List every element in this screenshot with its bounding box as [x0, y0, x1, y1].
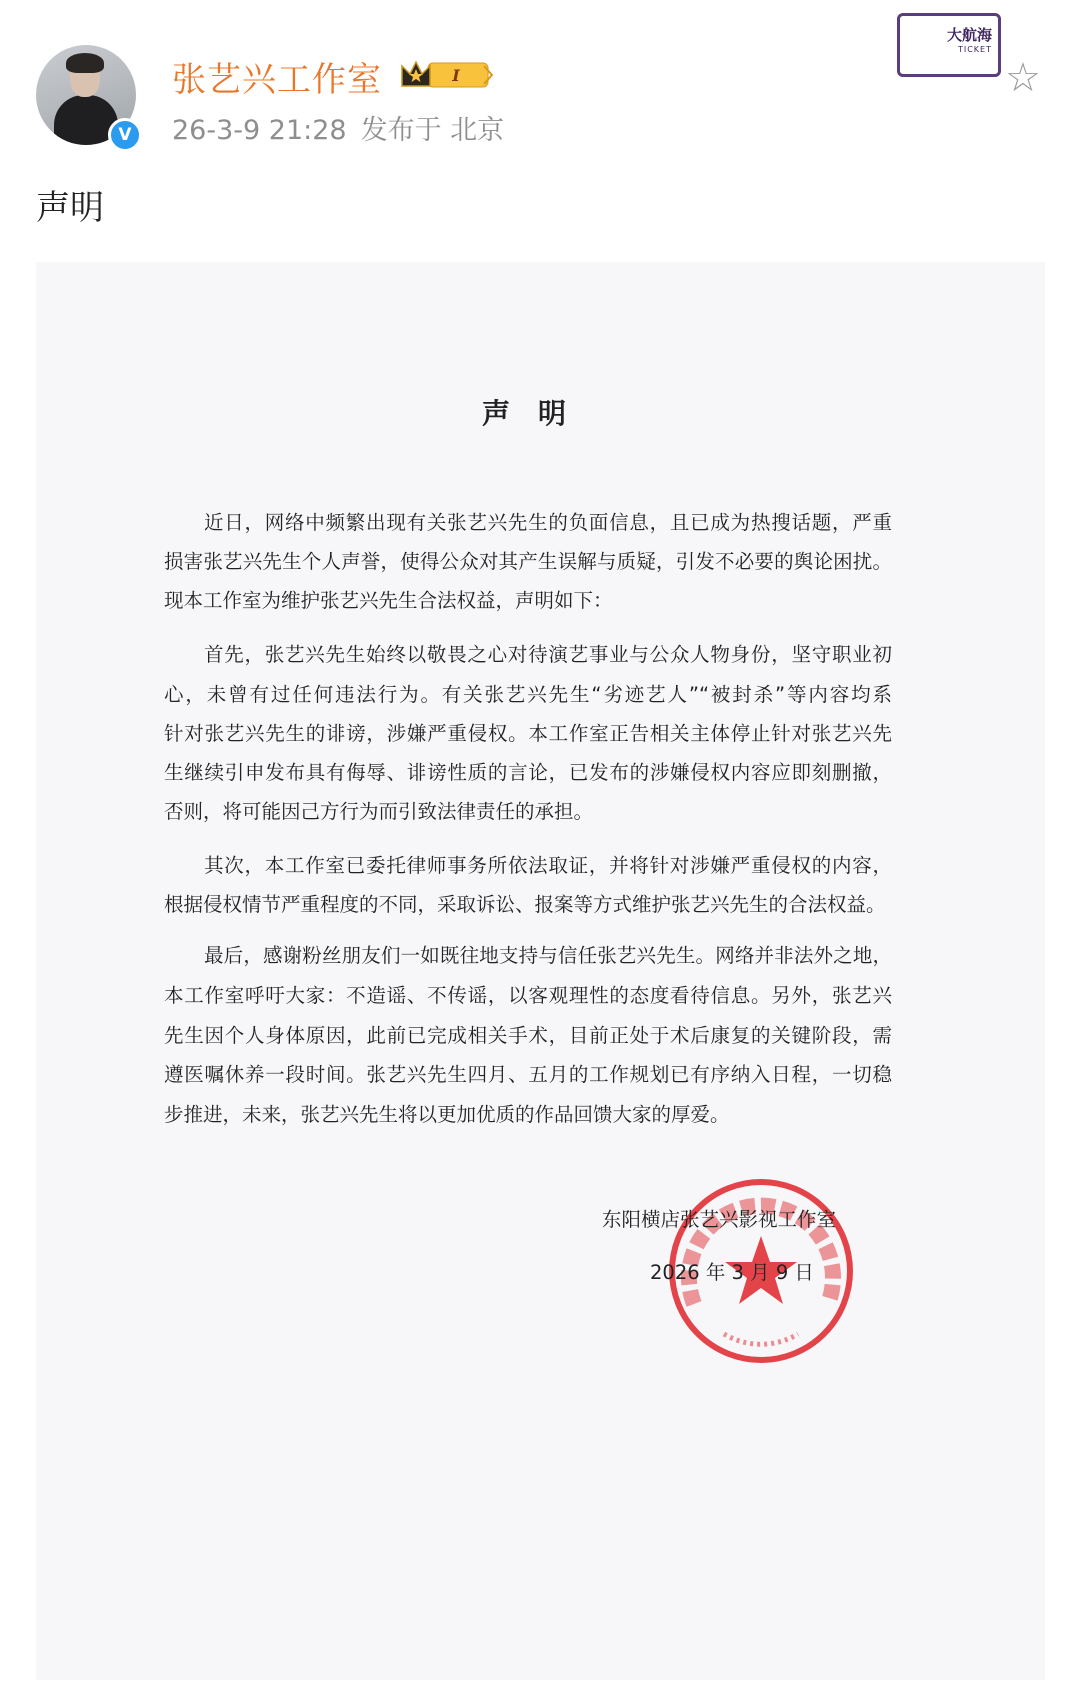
favorite-star-icon[interactable]: ☆ — [1005, 55, 1041, 101]
doc-line: 根据侵权情节严重程度的不同，采取诉讼、报案等方式维护张艺兴先生的合法权益。 — [164, 893, 886, 916]
doc-line: 针对张艺兴先生的诽谤，涉嫌严重侵权。本工作室正告相关主体停止针对张艺兴先 — [164, 722, 892, 745]
doc-line: 现本工作室为维护张艺兴先生合法权益，声明如下： — [164, 589, 613, 612]
document-title: 声明 — [482, 397, 595, 430]
doc-line: 否则，将可能因己方行为而引致法律责任的承担。 — [164, 800, 594, 823]
member-crown-badge-icon[interactable] — [400, 58, 496, 92]
post-timestamp: 26-3-9 21:28 — [172, 115, 347, 146]
ticket-badge[interactable] — [897, 13, 1001, 77]
doc-line: 其次，本工作室已委托律师事务所依法取证，并将针对涉嫌严重侵权的内容， — [204, 854, 892, 877]
doc-line: 遵医嘱休养一段时间。张艺兴先生四月、五月的工作规划已有序纳入日程，一切稳 — [164, 1063, 892, 1086]
doc-line: 最后，感谢粉丝朋友们一如既往地支持与信任张艺兴先生。网络并非法外之地， — [204, 944, 892, 967]
avatar-hair — [66, 53, 104, 73]
author-name[interactable]: 张艺兴工作室 — [172, 60, 382, 100]
document-date: 2026 年 3 月 9 日 — [650, 1261, 814, 1284]
doc-line: 先生因个人身体原因，此前已完成相关手术，目前正处于术后康复的关键阶段，需 — [164, 1024, 892, 1047]
doc-line: 本工作室呼吁大家：不造谣、不传谣，以客观理性的态度看待信息。另外，张艺兴 — [164, 984, 892, 1007]
post-location: 发布于 北京 — [360, 115, 505, 146]
post-text: 声明 — [36, 188, 104, 228]
doc-line: 心，未曾有过任何违法行为。有关张艺兴先生“劣迹艺人”“被封杀”等内容均系 — [164, 683, 892, 706]
post-meta — [172, 108, 518, 147]
statement-image[interactable] — [36, 262, 1045, 1680]
document-signature: 东阳横店张艺兴影视工作室 — [602, 1208, 837, 1231]
ticket-subtitle: TICKET — [957, 45, 992, 54]
doc-line: 首先，张艺兴先生始终以敬畏之心对待演艺事业与公众人物身份，坚守职业初 — [204, 643, 892, 666]
doc-line: 生继续引申发布具有侮辱、诽谤性质的言论，已发布的涉嫌侵权内容应即刻删撤， — [164, 761, 892, 784]
doc-line: 近日，网络中频繁出现有关张艺兴先生的负面信息，且已成为热搜话题，严重 — [204, 511, 892, 534]
seal-number-arc — [724, 1334, 798, 1344]
member-level: I — [452, 66, 460, 85]
verified-badge-icon: V — [108, 118, 142, 152]
ticket-title: 大航海 — [946, 26, 992, 44]
doc-line: 步推进，未来，张艺兴先生将以更加优质的作品回馈大家的厚爱。 — [164, 1103, 730, 1126]
doc-line: 损害张艺兴先生个人声誉，使得公众对其产生误解与质疑，引发不必要的舆论困扰。 — [164, 550, 892, 573]
